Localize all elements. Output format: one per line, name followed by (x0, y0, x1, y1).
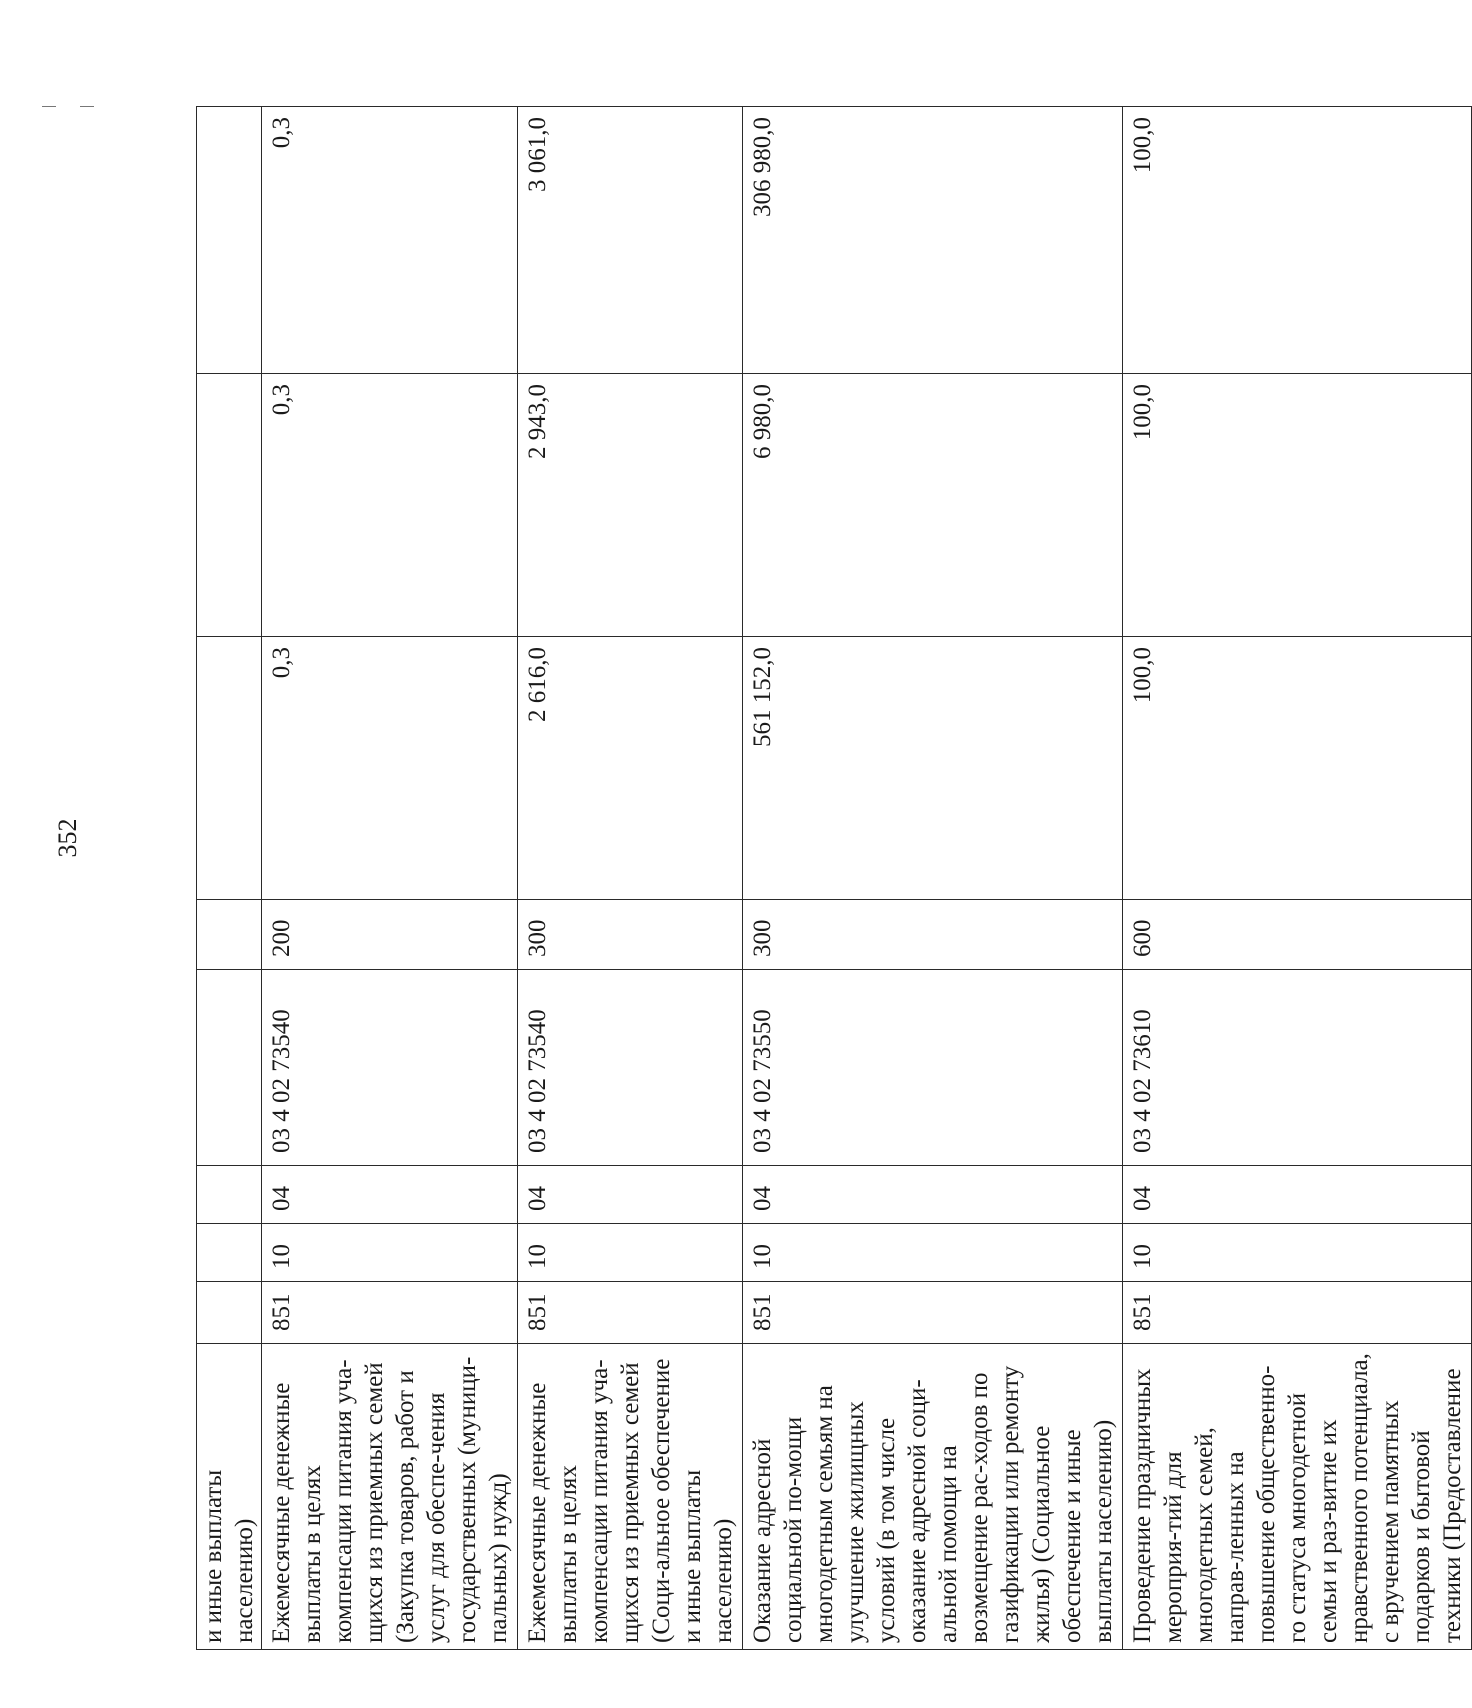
cell-csr: 03 4 02 73540 (518, 970, 743, 1166)
table-row (262, 107, 518, 1650)
cell-amount-1: 2 616,0 (518, 637, 743, 900)
cell-amount-2: 2 943,0 (518, 374, 743, 637)
cell-rz: 10 (262, 1224, 518, 1282)
cell-amount-3 (197, 107, 262, 374)
cell-vr: 300 (518, 900, 743, 970)
cell-amount-1: 0,3 (262, 637, 518, 900)
table-row (518, 107, 743, 1650)
cell-amount-2: 6 980,0 (743, 374, 1123, 637)
cell-rz: 10 (743, 1224, 1123, 1282)
cell-csr (197, 970, 262, 1166)
cell-pr (197, 1166, 262, 1224)
cell-rz (197, 1224, 262, 1282)
cell-amount-3: 0,3 (262, 107, 518, 374)
cell-amount-2 (197, 374, 262, 637)
cell-gr: 851 (1123, 1282, 1472, 1344)
scan-artifact (42, 106, 56, 107)
rotated-page (196, 107, 1466, 1650)
cell-rz: 10 (518, 1224, 743, 1282)
cell-csr: 03 4 02 73610 (1123, 970, 1472, 1166)
budget-table (196, 106, 1472, 1650)
row-description: Оказание адресной социальной по-мощи многодетным семьям на улучшение жилищных условий (в том числе оказание адресной соци-альной помощи на возмещение рас-ходов по газификации или ремонту жилья) (Социальное обеспечение и иные выплаты населению) (743, 1344, 1123, 1650)
table-row (1123, 107, 1472, 1650)
cell-pr: 04 (262, 1166, 518, 1224)
cell-gr (197, 1282, 262, 1344)
cell-amount-3: 100,0 (1123, 107, 1472, 374)
cell-gr: 851 (743, 1282, 1123, 1344)
cell-rz: 10 (1123, 1224, 1472, 1282)
page-number: 352 (53, 818, 82, 858)
cell-gr: 851 (518, 1282, 743, 1344)
cell-vr: 200 (262, 900, 518, 970)
cell-amount-1: 561 152,0 (743, 637, 1123, 900)
cell-pr: 04 (743, 1166, 1123, 1224)
cell-amount-3: 306 980,0 (743, 107, 1123, 374)
cell-pr: 04 (518, 1166, 743, 1224)
cell-amount-1 (197, 637, 262, 900)
row-description: Ежемесячные денежные выплаты в целях компенсации питания уча-щихся из приемных семей (Закупка товаров, работ и услуг для обеспе-чения государственных (муници-пальных) нужд) (262, 1344, 518, 1650)
cell-amount-3: 3 061,0 (518, 107, 743, 374)
cell-vr: 600 (1123, 900, 1472, 970)
cell-amount-2: 0,3 (262, 374, 518, 637)
scan-artifact (80, 106, 94, 107)
table-row (743, 107, 1123, 1650)
cell-gr: 851 (262, 1282, 518, 1344)
table-row (197, 107, 262, 1650)
row-description: Проведение праздничных мероприя-тий для многодетных семей, направ-ленных на повышение общественно-го статуса многодетной семьи и раз-витие их нравственного потенциала, с вручением памятных подарков и бытовой техники (Предоставление (1123, 1344, 1472, 1650)
cell-pr: 04 (1123, 1166, 1472, 1224)
cell-amount-2: 100,0 (1123, 374, 1472, 637)
cell-csr: 03 4 02 73540 (262, 970, 518, 1166)
row-description: Ежемесячные денежные выплаты в целях компенсации питания уча-щихся из приемных семей (Соци-альное обеспечение и иные выплаты населению) (518, 1344, 743, 1650)
row-description: и иные выплаты населению) (197, 1344, 262, 1650)
cell-amount-1: 100,0 (1123, 637, 1472, 900)
cell-vr: 300 (743, 900, 1123, 970)
cell-csr: 03 4 02 73550 (743, 970, 1123, 1166)
cell-vr (197, 900, 262, 970)
